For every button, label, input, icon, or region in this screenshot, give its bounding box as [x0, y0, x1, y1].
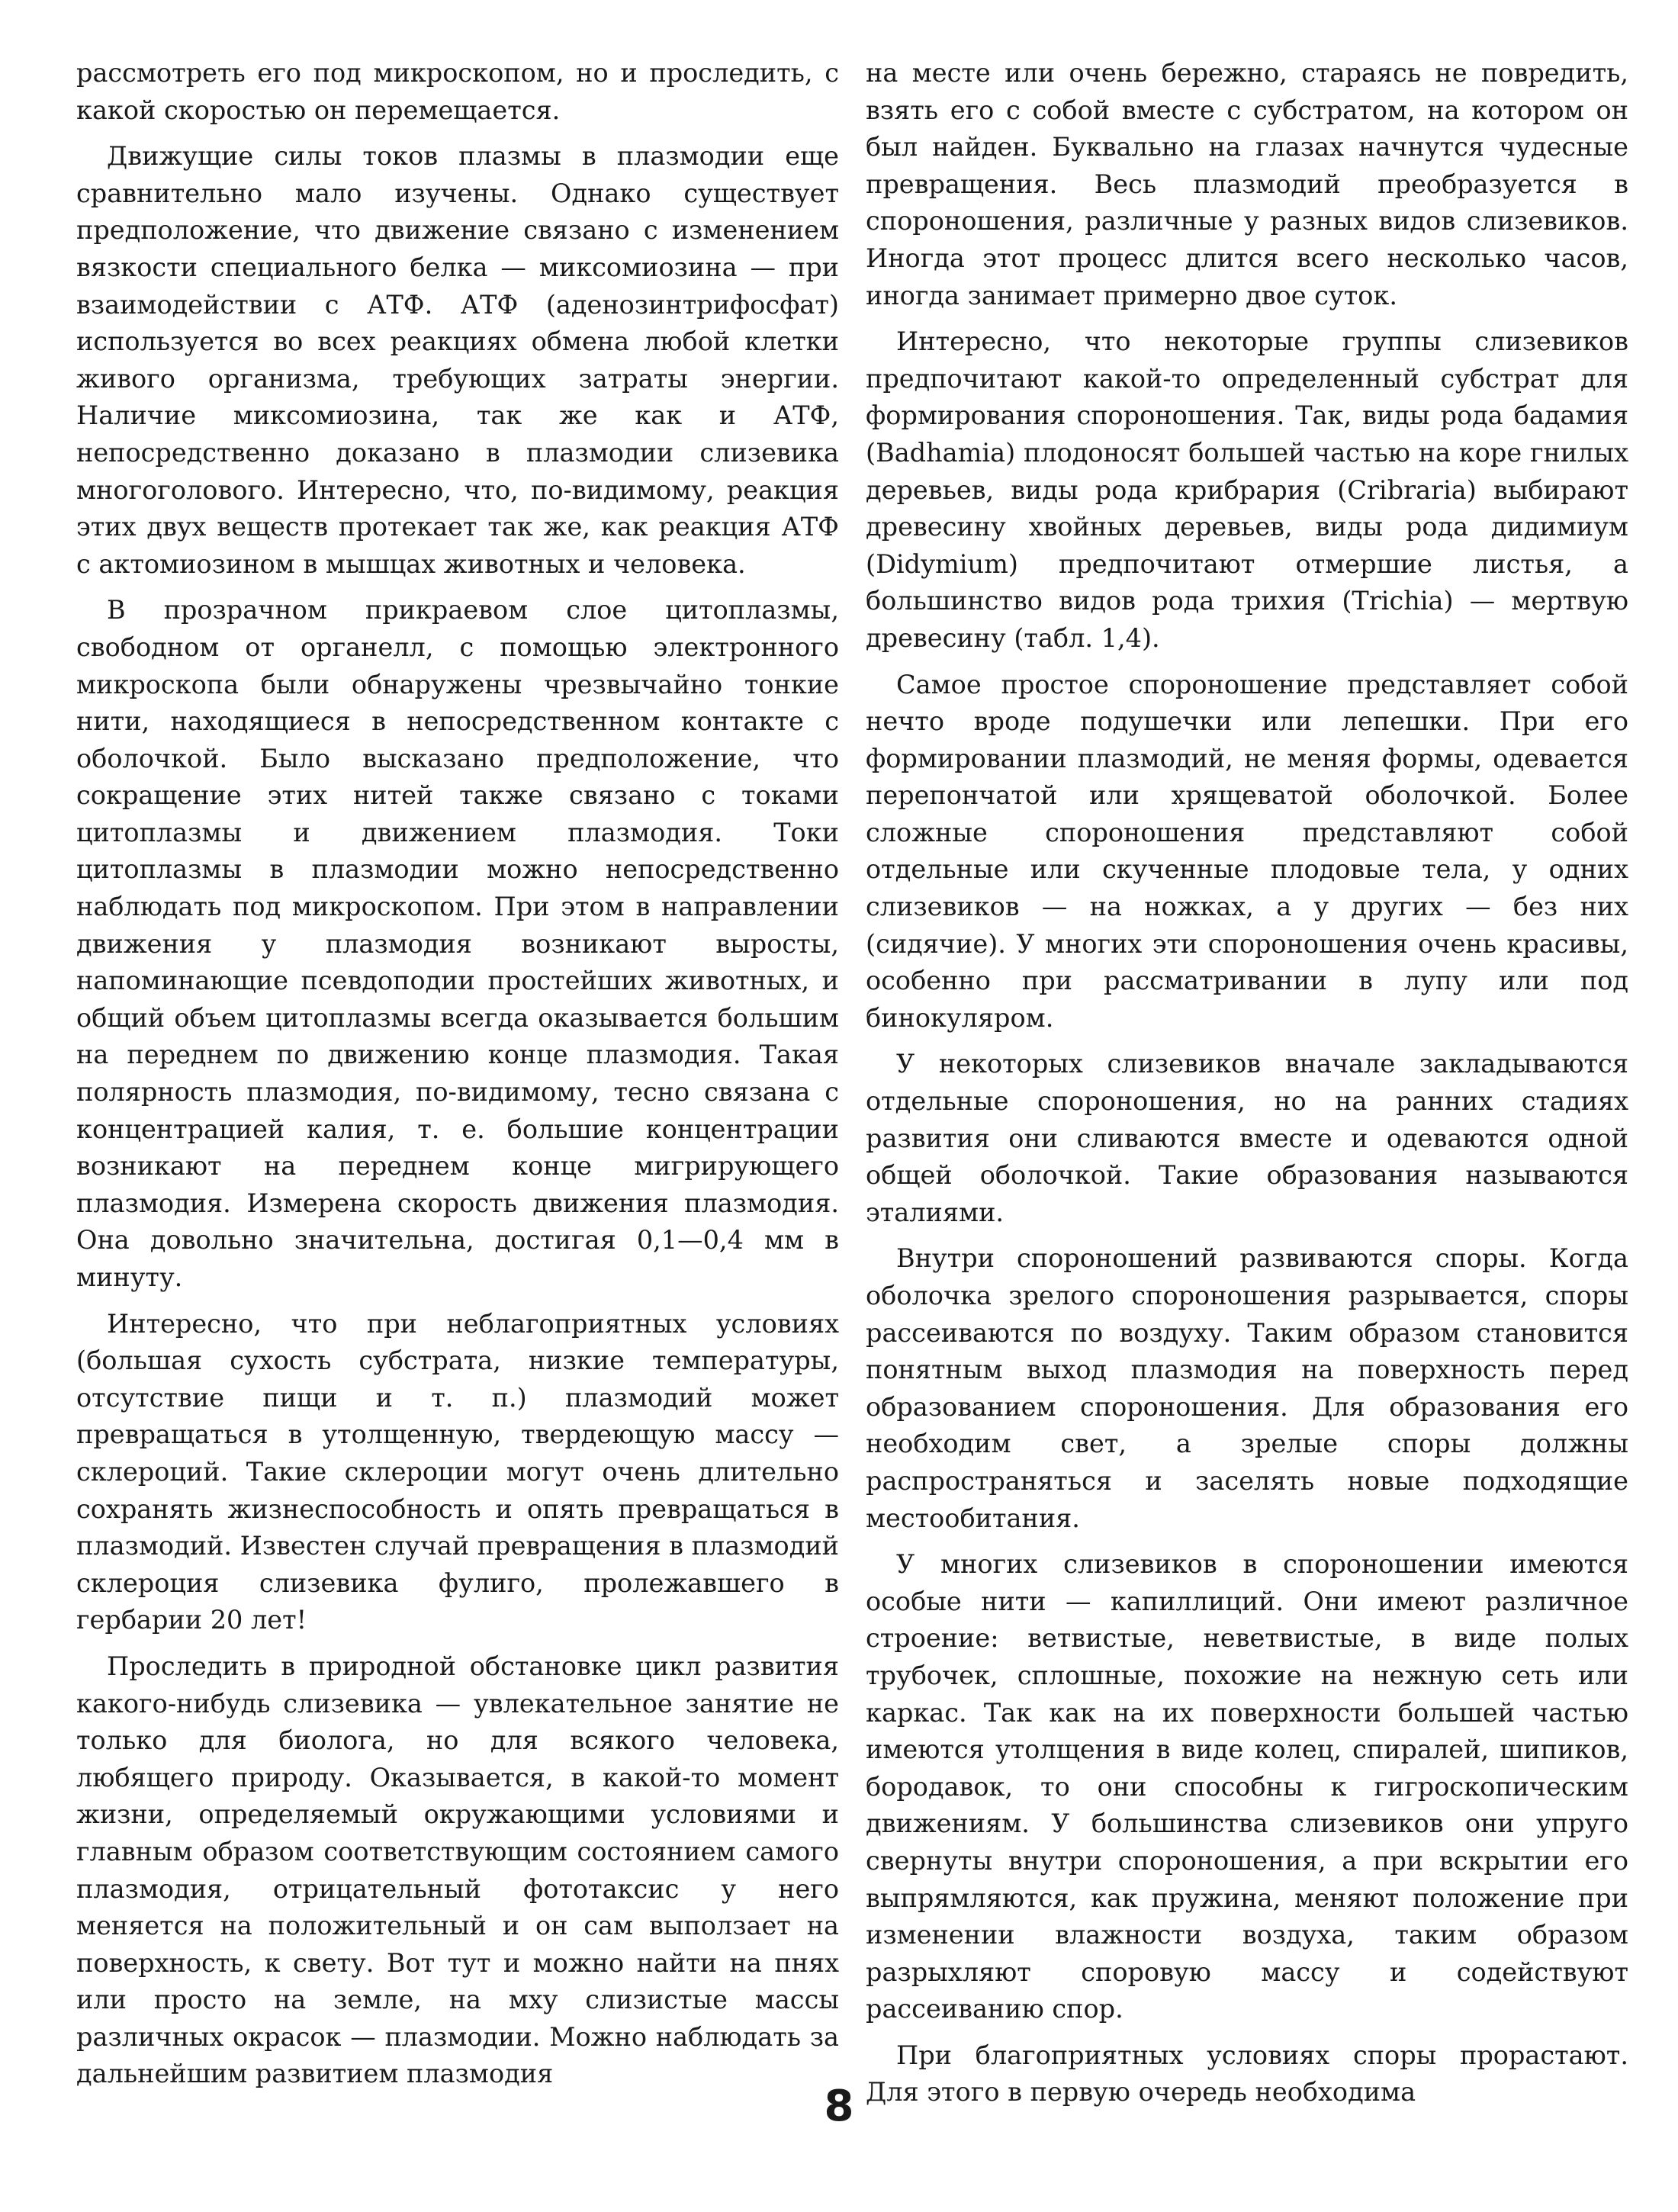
paragraph: на месте или очень бережно, стараясь не повредить, взять его с собой вместе с субстратом, на котором он был найден. Буквально на глазах начнутся чудесные превращения. Весь плазмодий преобразуется в спороношения, различные у разных видов слизевиков. Иногда этот процесс длится всего несколько часов, иногда занимает примерно двое суток.: [866, 58, 1628, 310]
paragraph: Внутри спороношений развиваются споры. Когда оболочка зрелого спороношения разрывается, споры рассеиваются по воздуху. Таким образом становится понятным выход плазмодия на поверхность перед образованием спороношения. Для образования его необходим свет, а зрелые споры должны распространяться и заселять новые подходящие местообитания.: [866, 1243, 1628, 1533]
paragraph: У некоторых слизевиков вначале закладываются отдельные спороношения, но на ранних стадиях развития они сливаются вместе и одеваются одной общей оболочкой. Такие образования называются эталиями.: [866, 1049, 1628, 1227]
paragraph: При благоприятных условиях споры прорастают. Для этого в первую очередь необходима: [866, 2040, 1628, 2108]
left-text-column: [76, 55, 839, 2089]
paragraph: рассмотреть его под микроскопом, но и проследить, с какой скоростью он перемещается.: [76, 58, 839, 125]
paragraph: Проследить в природной обстановке цикл развития какого-нибудь слизевика — увлекательное занятие не только для биолога, но для всякого человека, любящего природу. Оказывается, в какой-то момент жизни, определяемый окружающими условиями и главным образом соответствующим состоянием самого плазмодия, отрицательный фототаксис у него меняется на положительный и он сам выползает на поверхность, к свету. Вот тут и можно найти на пнях или просто на земле, на мху слизистые массы различных окрасок — плазмодии. Можно наблюдать за дальнейшим развитием плазмодия: [76, 1651, 839, 2089]
page-number: 8: [824, 2082, 854, 2131]
paragraph: Интересно, что при неблагоприятных условиях (большая сухость субстрата, низкие температуры, отсутствие пищи и т. п.) плазмодий может превращаться в утолщенную, твердеющую массу — склероций. Такие склероции могут очень длительно сохранять жизнеспособность и опять превращаться в плазмодий. Известен случай превращения в плазмодий склероция слизевика фулиго, пролежавшего в гербарии 20 лет!: [76, 1308, 839, 1635]
paragraph: Движущие силы токов плазмы в плазмодии еще сравнительно мало изучены. Однако существует предположение, что движение связано с изменением вязкости специального белка — миксомиозина — при взаимодействии с АТФ. АТФ (аденозинтрифосфат) используется во всех реакциях обмена любой клетки живого организма, требующих затраты энергии. Наличие миксомиозина, так же как и АТФ, непосредственно доказано в плазмодии слизевика многоголового. Интересно, что, по-видимому, реакция этих двух веществ протекает так же, как реакция АТФ с актомиозином в мышцах животных и человека.: [76, 141, 839, 579]
right-text-column: [866, 55, 1628, 2108]
paragraph: У многих слизевиков в спороношении имеются особые нити — капиллиций. Они имеют различное строение: ветвистые, неветвистые, в виде полых трубочек, сплошные, похожие на нежную сеть или каркас. Так как на их поверхности большей частью имеются утолщения в виде колец, спиралей, шипиков, бородавок, то они способны к гигроскопическим движениям. У большинства слизевиков они упруго свернуты внутри спороношения, а при вскрытии его выпрямляются, как пружина, меняют положение при изменении влажности воздуха, таким образом разрыхляют споровую массу и содействуют рассеиванию спор.: [866, 1549, 1628, 2024]
paragraph: В прозрачном прикраевом слое цитоплазмы, свободном от органелл, с помощью электронного микроскопа были обнаружены чрезвычайно тонкие нити, находящиеся в непосредственном контакте с оболочкой. Было высказано предположение, что сокращение этих нитей также связано с токами цитоплазмы и движением плазмодия. Токи цитоплазмы в плазмодии можно непосредственно наблюдать под микроскопом. При этом в направлении движения у плазмодия возникают выросты, напоминающие псевдоподии простейших животных, и общий объем цитоплазмы всегда оказывается большим на переднем по движению конце плазмодия. Такая полярность плазмодия, по-видимому, тесно связана с концентрацией калия, т. е. большие концентрации возникают на переднем конце мигрирующего плазмодия. Измерена скорость движения плазмодия. Она довольно значительна, достигая 0,1—0,4 мм в минуту.: [76, 595, 839, 1292]
paragraph: Интересно, что некоторые группы слизевиков предпочитают какой-то определенный субстрат для формирования спороношения. Так, виды рода бадамия (Badhamia) плодоносят большей частью на коре гнилых деревьев, виды рода крибрария (Cribraria) выбирают древесину хвойных деревьев, виды рода дидимиум (Didymium) предпочитают отмершие листья, а большинство видов рода трихия (Trichia) — мертвую древесину (табл. 1,4).: [866, 326, 1628, 653]
paragraph: Самое простое спороношение представляет собой нечто вроде подушечки или лепешки. При его формировании плазмодий, не меняя формы, одевается перепончатой или хрящеватой оболочкой. Более сложные спороношения представляют собой отдельные или скученные плодовые тела, у одних слизевиков — на ножках, а у других — без них (сидячие). У многих эти спороношения очень красивы, особенно при рассматривании в лупу или под бинокуляром.: [866, 669, 1628, 1033]
